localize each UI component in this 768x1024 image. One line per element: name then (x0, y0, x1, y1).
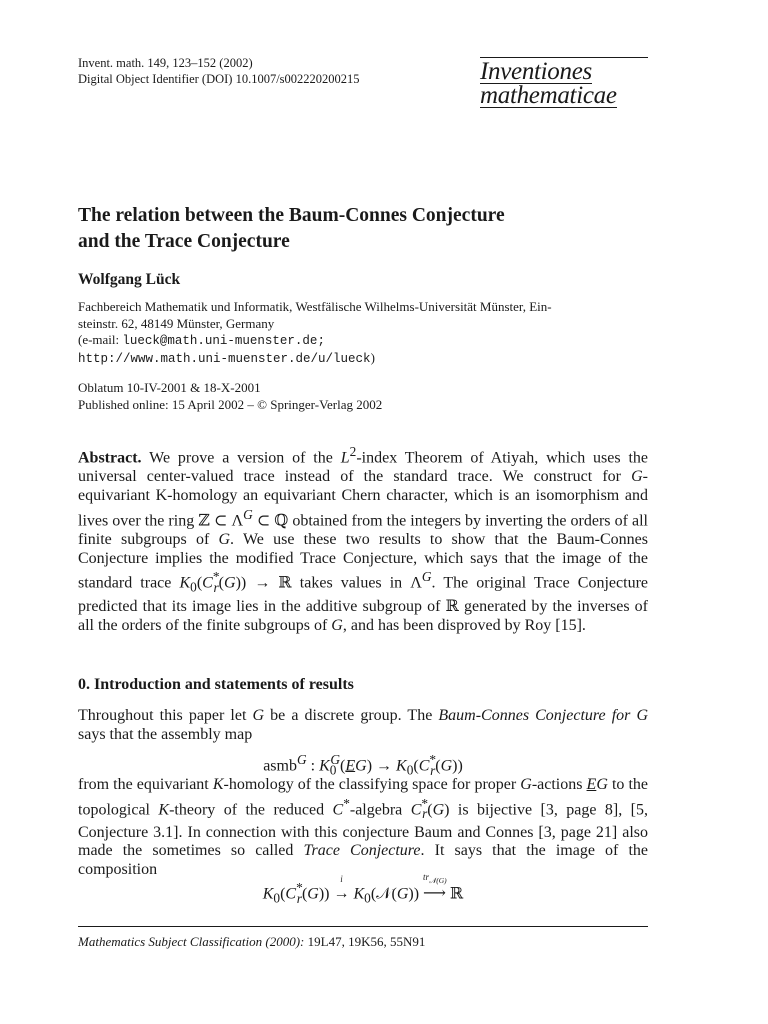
affiliation: Fachbereich Mathematik und Informatik, Westfälische Wilhelms-Universität Münster, Ein- steinstr. 62, 48149 Münster, Germany (e-mail: lueck@math.uni-muenster.de; http://www.math.uni-muenster.de/u/lueck) (78, 299, 552, 366)
footnote: Mathematics Subject Classification (2000): 19L47, 19K56, 55N91 (78, 934, 426, 949)
journal-logo (480, 57, 648, 108)
email-link[interactable]: lueck@math.uni-muenster.de; (122, 334, 325, 348)
dates (78, 380, 382, 413)
intro-paragraph-1: Throughout this paper let G be a discrete group. The Baum-Connes Conjecture for G says that the assembly map (78, 707, 649, 743)
assembly-map-equation: asmb$^G$ : $K_0^G(EG) \to K_0(C^*_r(G))$ (263, 752, 463, 778)
abstract: Abstract. We prove a version of the $L^2$-index Theorem of Atiyah, which uses the universal center-valued trace instead of the standard trace. We construct for G-equivariant K-homology an equivariant Chern character, which is an isomorphism and lives over the ring ℤ ⊂ $\Lambda^G$ ⊂ ℚ obtained from the integers by inverting the orders of all finite subgroups of G. We use these two results to show that the Baum-Connes Conjecture implies the modified Trace Conjecture, which says that the image of the standard trace $K_0(C^*_r(G))$ → ℝ takes values in $\Lambda^G$. The original Trace Conjecture predicted that its image lies in the additive subgroup of ℝ generated by the inverses of all the orders of the finite subgroups of G, and has been disproved by Roy [15]. (78, 444, 649, 634)
oblatum: Oblatum 10-IV-2001 & 18-X-2001 (78, 380, 261, 395)
author: Wolfgang Lück (78, 271, 181, 288)
intro-paragraph-2: from the equivariant K-homology of the classifying space for proper G-actions EG to the topological K-theory of the reduced C*-algebra $C^*_r(G)$ is bijective [3, page 8], [5, Conjecture 3.1]. In connection with this conjecture Baum and Connes [3, page 21] also made the sometimes so called Trace Conjecture. It says that the image of the composition (78, 776, 649, 878)
header (78, 55, 648, 115)
published: Published online: 15 April 2002 – © Springer-Verlag 2002 (78, 396, 383, 412)
citation-block (78, 55, 360, 87)
citation: Invent. math. 149, 123–152 (2002) (78, 56, 253, 70)
homepage-link[interactable]: http://www.math.uni-muenster.de/u/lueck (78, 351, 371, 366)
paper-title: The relation between the Baum-Connes Conjecture and the Trace Conjecture (78, 205, 505, 252)
abstract-label: Abstract. (78, 449, 142, 467)
journal-name-line2: mathematicae (480, 82, 617, 109)
doi: Digital Object Identifier (DOI) 10.1007/s002220200215 (78, 72, 360, 86)
section-heading: 0. Introduction and statements of results (78, 676, 354, 693)
footnote-rule (78, 926, 648, 927)
journal-name-line1: Inventiones (480, 58, 592, 85)
composition-equation: $K_0(C^*_r(G))$ i → $K_0(𝒩(G))$ $tr_{𝒩(G)}$ ⟶ ℝ (262, 872, 464, 906)
